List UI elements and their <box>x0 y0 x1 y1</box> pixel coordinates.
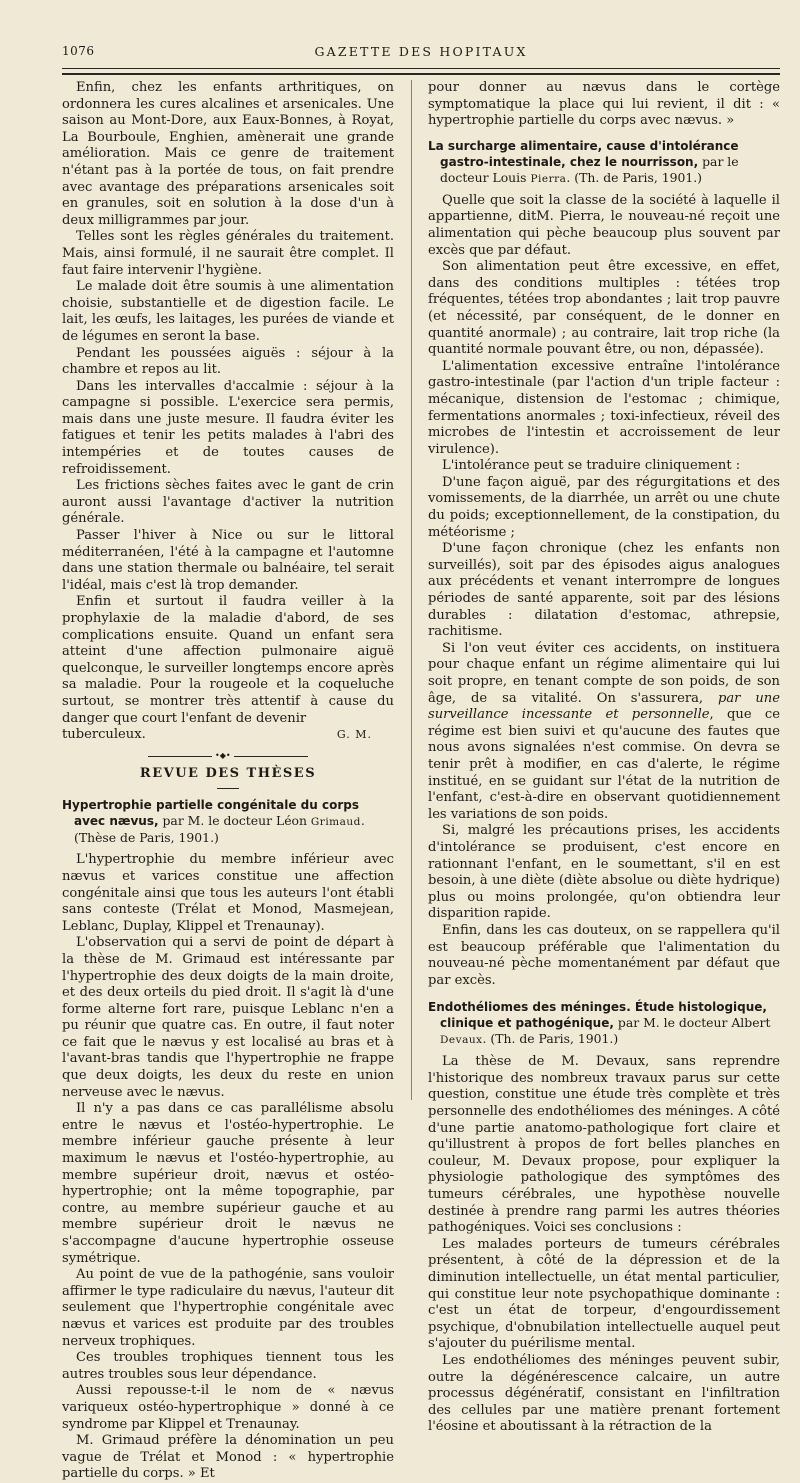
article-title-text: Endothéliomes des méninges. Étude histologique, clinique et pathogénique, <box>428 1000 767 1031</box>
author-signature: G. M. <box>336 728 372 742</box>
article-title-text: La surcharge alimentaire, cause d'intolérance gastro-intestinale, chez le nourrisson, <box>428 138 739 169</box>
page-number: 1076 <box>62 44 95 58</box>
paragraph: Les frictions sèches faites avec le gant de crin auront aussi l'avantage d'activer la nutrition générale. <box>62 478 394 527</box>
italic-emphasis: par une surveillance incessante et personnelle <box>428 690 780 723</box>
article-title <box>428 138 780 187</box>
signature-line <box>62 727 394 744</box>
article-title <box>428 999 780 1048</box>
paragraph: Au point de vue de la pathogénie, sans vouloir affirmer le type radiculaire du nævus, l'auteur dit seulement que l'hypertrophie congénitale avec nævus et varices est produite par des troubles nerveux trophiques. <box>62 1267 394 1349</box>
paragraph: Quelle que soit la classe de la société à laquelle il appartienne, ditM. Pierra, le nouveau-né reçoit une alimentation qui pèche beaucoup plus souvent par excès que par défaut. <box>428 192 780 258</box>
article-source: . (Th. de Paris, 1901.) <box>482 1031 619 1047</box>
paragraph: Enfin, dans les cas douteux, on se rappellera qu'il est beaucoup préférable que l'alimentation du nouveau-né pèche momentanément par défaut que par excès. <box>428 922 780 988</box>
section-title: REVUE DES THÈSES <box>139 765 317 781</box>
journal-title: GAZETTE DES HOPITAUX <box>314 44 528 59</box>
article-title-text: Hypertrophie partielle congénitale du corps avec nævus, <box>62 798 359 829</box>
paragraph: D'une façon aiguë, par des régurgitations et des vomissements, de la diarrhée, un arrêt ou une chute du poids; exceptionnellement, de la constipation, du météorisme ; <box>428 474 780 540</box>
article-title <box>62 797 394 846</box>
paragraph: Son alimentation peut être excessive, en effet, dans des conditions multiples : tétées trop fréquentes, tétées trop abondantes ; lait trop pauvre (et nécessité, par conséquent, de le donner en quantité anormale) ; au contraire, lait trop riche (la quantité normale pouvant être, ou non, dépassée). <box>428 259 780 358</box>
paragraph: L'intolérance peut se traduire cliniquement : <box>442 458 741 474</box>
paragraph: pour donner au nævus dans le cortège symptomatique la place qui lui revient, il dit : « hypertrophie partielle du corps avec nævus. » <box>428 80 780 129</box>
ornament-separator <box>62 748 394 764</box>
paragraph: Enfin et surtout il faudra veiller à la prophylaxie de la maladie d'abord, de ses complications ensuite. Quand un enfant sera atteint d'une affection pulmonaire aiguë quelconque, le surveiller longtemps encore après sa maladie. Pour la rougeole et la coqueluche surtout, se montrer très attentif à cause du danger que court l'enfant de devenir <box>62 594 394 726</box>
section-rule <box>217 788 239 789</box>
paragraph: Pendant les poussées aiguës : séjour à la chambre et repos au lit. <box>62 345 394 378</box>
paragraph: Ces troubles trophiques tiennent tous les autres troubles sous leur dépendance. <box>62 1350 394 1382</box>
paragraph: D'une façon chronique (chez les enfants non surveillés), soit par des épisodes aigus analogues aux précédents et venant interrompre de longues périodes de santé apparente, soit par des lésions durables : dilatation d'estomac, athrepsie, rachitisme. <box>428 541 780 640</box>
column-divider <box>411 80 412 1100</box>
paragraph: Si, malgré les précautions prises, les accidents d'intolérance se produisent, c'est encore en rationnant l'enfant, en le soumettant, s'il en est besoin, à une diète (diète absolue ou diète hydrique) plus ou moins prolongée, qu'on obtiendra leur disparition rapide. <box>428 823 780 922</box>
paragraph: Les malades porteurs de tumeurs cérébrales présentent, à côté de la dépression et de la diminution intellectuelle, un état mental particulier, qui constitue leur note psychopathique dominante : c'est un état de torpeur, d'engourdissement psychique, d'obnubilation intellectuelle auquel peut s'ajouter du puérilisme mental. <box>428 1236 780 1352</box>
article-author: Pierra <box>530 172 567 185</box>
paragraph: L'hypertrophie du membre inférieur avec nævus et varices constitue une affection congénitale ainsi que tous les auteurs l'ont établi sans conteste (Trélat et Monod, Masmejean, Leblanc, Duplay, Klippel et Trenaunay). <box>62 852 394 934</box>
article-byline: par le docteur Louis <box>440 153 739 185</box>
right-column <box>428 80 780 1436</box>
header-rule-thick <box>62 73 780 75</box>
text-run: , que ce régime est bien suivi et qu'aucune des fautes que nous avons signalées n'est commise. On devra se tenir prêt à modifier, en cas d'alerte, le régime institué, en se guidant sur l'état de la nutrition de l'enfant, c'est-à-dire en observant quotidiennement les variations de son poids. <box>428 707 780 822</box>
paragraph: Passer l'hiver à Nice ou sur le littoral méditerranéen, l'été à la campagne et l'automne dans une station thermale ou balnéaire, tel serait l'idéal, mais c'est là trop demander. <box>62 528 394 593</box>
paragraph: Il n'y a pas dans ce cas parallélisme absolu entre le nævus et l'ostéo-hypertrophie. Le membre inférieur gauche présente à leur maximum le nævus et l'ostéo-hypertrophie, au membre supérieur droit, nævus et ostéo-hypertrophie; ont la même topographie, par contre, au membre supérieur gauche et au membre supérieur droit le nævus ne s'accompagne d'aucune hypertrophie osseuse symétrique. <box>62 1101 394 1266</box>
closing-word: tuberculeux. <box>62 727 146 743</box>
article-source: . (Thèse de Paris, 1901.) <box>74 813 365 846</box>
paragraph: L'alimentation excessive entraîne l'intolérance gastro-intestinale (par l'action d'un triple facteur : mécanique, distension de l'estomac ; chimique, fermentations anormales ; toxi-infectieux, réveil des microbes de l'intestin et accroissement de leur virulence). <box>428 358 780 457</box>
header-rule <box>62 68 780 69</box>
paragraph <box>428 641 780 824</box>
article-author: Grimaud <box>310 816 361 829</box>
paragraph: Aussi repousse-t-il le nom de « nævus variqueux ostéo-hypertrophique » donné à ce syndrome par Klippel et Trenaunay. <box>62 1383 394 1432</box>
article-author: Devaux <box>440 1034 483 1047</box>
left-column <box>62 80 394 1483</box>
paragraph: Le malade doit être soumis à une alimentation choisie, substantielle et de digestion facile. Le lait, les œufs, les laitages, les purées de viande et de légumes en seront la base. <box>62 279 394 344</box>
page-header <box>62 44 780 66</box>
article-byline: par M. le docteur Léon <box>162 813 307 829</box>
text-run: Si l'on veut éviter ces accidents, on instituera pour chaque enfant un régime alimentaire qui lui soit propre, en tenant compte de son poids, de son âge, de sa vitalité. On s'assurera, <box>428 640 780 706</box>
article-source: . (Th. de Paris, 1901.) <box>566 169 703 185</box>
paragraph: La thèse de M. Devaux, sans reprendre l'historique des nombreux travaux parus sur cette question, constitue une étude très complète et très personnelle des endothéliomes des méninges. A côté d'une partie anatomo-pathologique fort claire et qu'illustrent à propos de fort belles planches en couleur, M. Devaux propose, pour expliquer la physiologie pathologique des symptômes des tumeurs cérébrales, une hypothèse nouvelle destinée à prendre rang parmi les autres théories pathogéniques. Voici ses conclusions : <box>428 1054 780 1236</box>
paragraph: M. Grimaud préfère la dénomination un peu vague de Trélat et Monod : « hypertrophie partielle du corps. » Et <box>62 1433 394 1482</box>
paragraph: L'observation qui a servi de point de départ à la thèse de M. Grimaud est intéressante par l'hypertrophie des deux doigts de la main droite, et des deux orteils du pied droit. Il s'agit là d'une forme alterne fort rare, puisque Leblanc n'en a pu réunir que quatre cas. En outre, il faut noter ce fait que le nævus y est localisé au bras et à l'avant-bras tandis que l'hypertrophie ne frappe que deux doigts, les deux du reste en union nerveuse avec le nævus. <box>62 935 394 1100</box>
paragraph: Telles sont les règles générales du traitement. Mais, ainsi formulé, il ne saurait être complet. Il faut faire intervenir l'hygiène. <box>62 229 394 278</box>
paragraph: Dans les intervalles d'accalmie : séjour à la campagne si possible. L'exercice sera permis, mais dans une juste mesure. Il faudra éviter les fatigues et tenir les petits malades à l'abri des intempéries et de toutes causes de refroidissement. <box>62 378 394 477</box>
article-byline: par M. le docteur Albert <box>617 1015 771 1031</box>
paragraph: Les endothéliomes des méninges peuvent subir, outre la dégénérescence calcaire, un autre processus dégénératif, consistant en l'infiltration des cellules par une matière prenant fortement l'éosine et aboutissant à la rétraction de la <box>428 1352 780 1435</box>
paragraph: Enfin, chez les enfants arthritiques, on ordonnera les cures alcalines et arsenicales. Une saison au Mont-Dore, aux Eaux-Bonnes, à Royat, La Bourboule, Enghien, amènerait une grande amélioration. Mais ce genre de traitement n'étant pas à la portée de tous, on fait prendre avec avantage des préparations arsenicales soit en granules, soit en solution à la dose d'un à deux milligrammes par jour. <box>62 80 394 228</box>
